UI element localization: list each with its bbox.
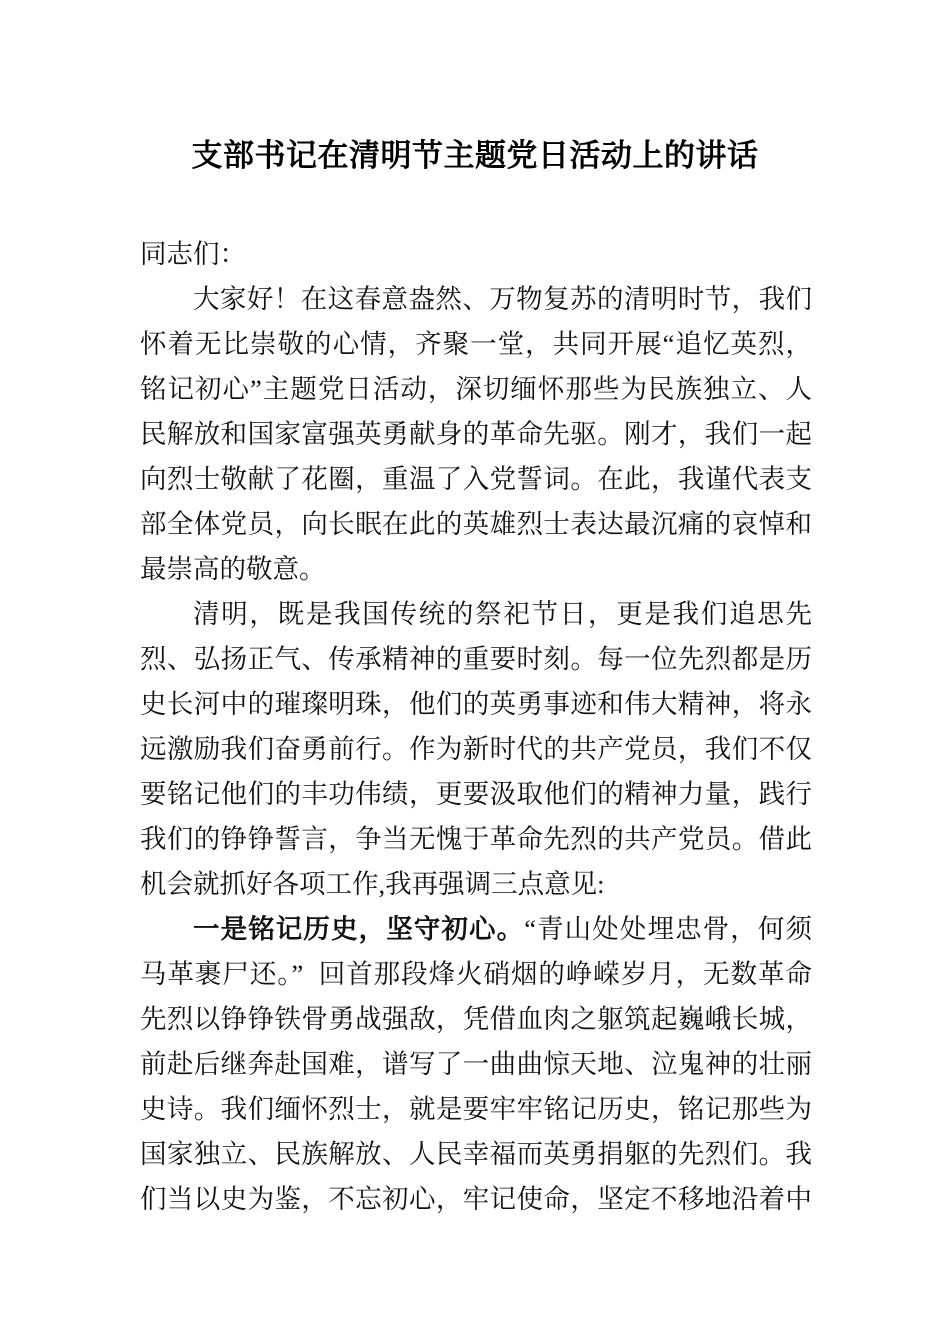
paragraph-3: [140, 907, 812, 1222]
paragraph-3-quote: “青山处处埋忠骨，何须马革裹尸还。”: [140, 914, 812, 989]
paragraph-3-heading: 一是铭记历史，坚守初心。: [193, 914, 525, 944]
paragraph-3-body: 回首那段烽火硝烟的峥嵘岁月，无数革命先烈以铮铮铁骨勇战强敌，凭借血肉之躯筑起巍峨长城，前赴后继奔赴国难，谱写了一曲曲惊天地、泣鬼神的壮丽史诗。我们缅怀烈士，就是要牢牢铭记历史，铭记那些为国家独立、民族解放、人民幸福而英勇捐躯的先烈们。我们当以史为鉴，不忘初心，牢记使命，坚定不移地沿着中: [140, 959, 813, 1214]
salutation-line: 同志们：: [140, 239, 246, 269]
paragraph-2: 清明，既是我国传统的祭祀节日，更是我们追思先烈、弘扬正气、传承精神的重要时刻。每一位先烈都是历史长河中的璀璨明珠，他们的英勇事迹和伟大精神，将永远激励我们奋勇前行。作为新时代的共产党员，我们不仅要铭记他们的丰功伟绩，更要汲取他们的精神力量，践行我们的铮铮誓言，争当无愧于革命先烈的共产党员。借此机会就抓好各项工作,我再强调三点意见:: [140, 599, 812, 899]
page-title: 支部书记在清明节主题党日活动上的讲话: [191, 137, 759, 173]
document-body: [140, 232, 812, 1222]
paragraph-1: 大家好！在这春意盎然、万物复苏的清明时节，我们怀着无比崇敬的心情，齐聚一堂，共同开展“追忆英烈，铭记初心”主题党日活动，深切缅怀那些为民族独立、人民解放和国家富强英勇献身的革命先驱。刚才，我们一起向烈士敬献了花圈，重温了入党誓词。在此，我谨代表支部全体党员，向长眠在此的英雄烈士表达最沉痛的哀悼和最崇高的敬意。: [140, 284, 812, 584]
